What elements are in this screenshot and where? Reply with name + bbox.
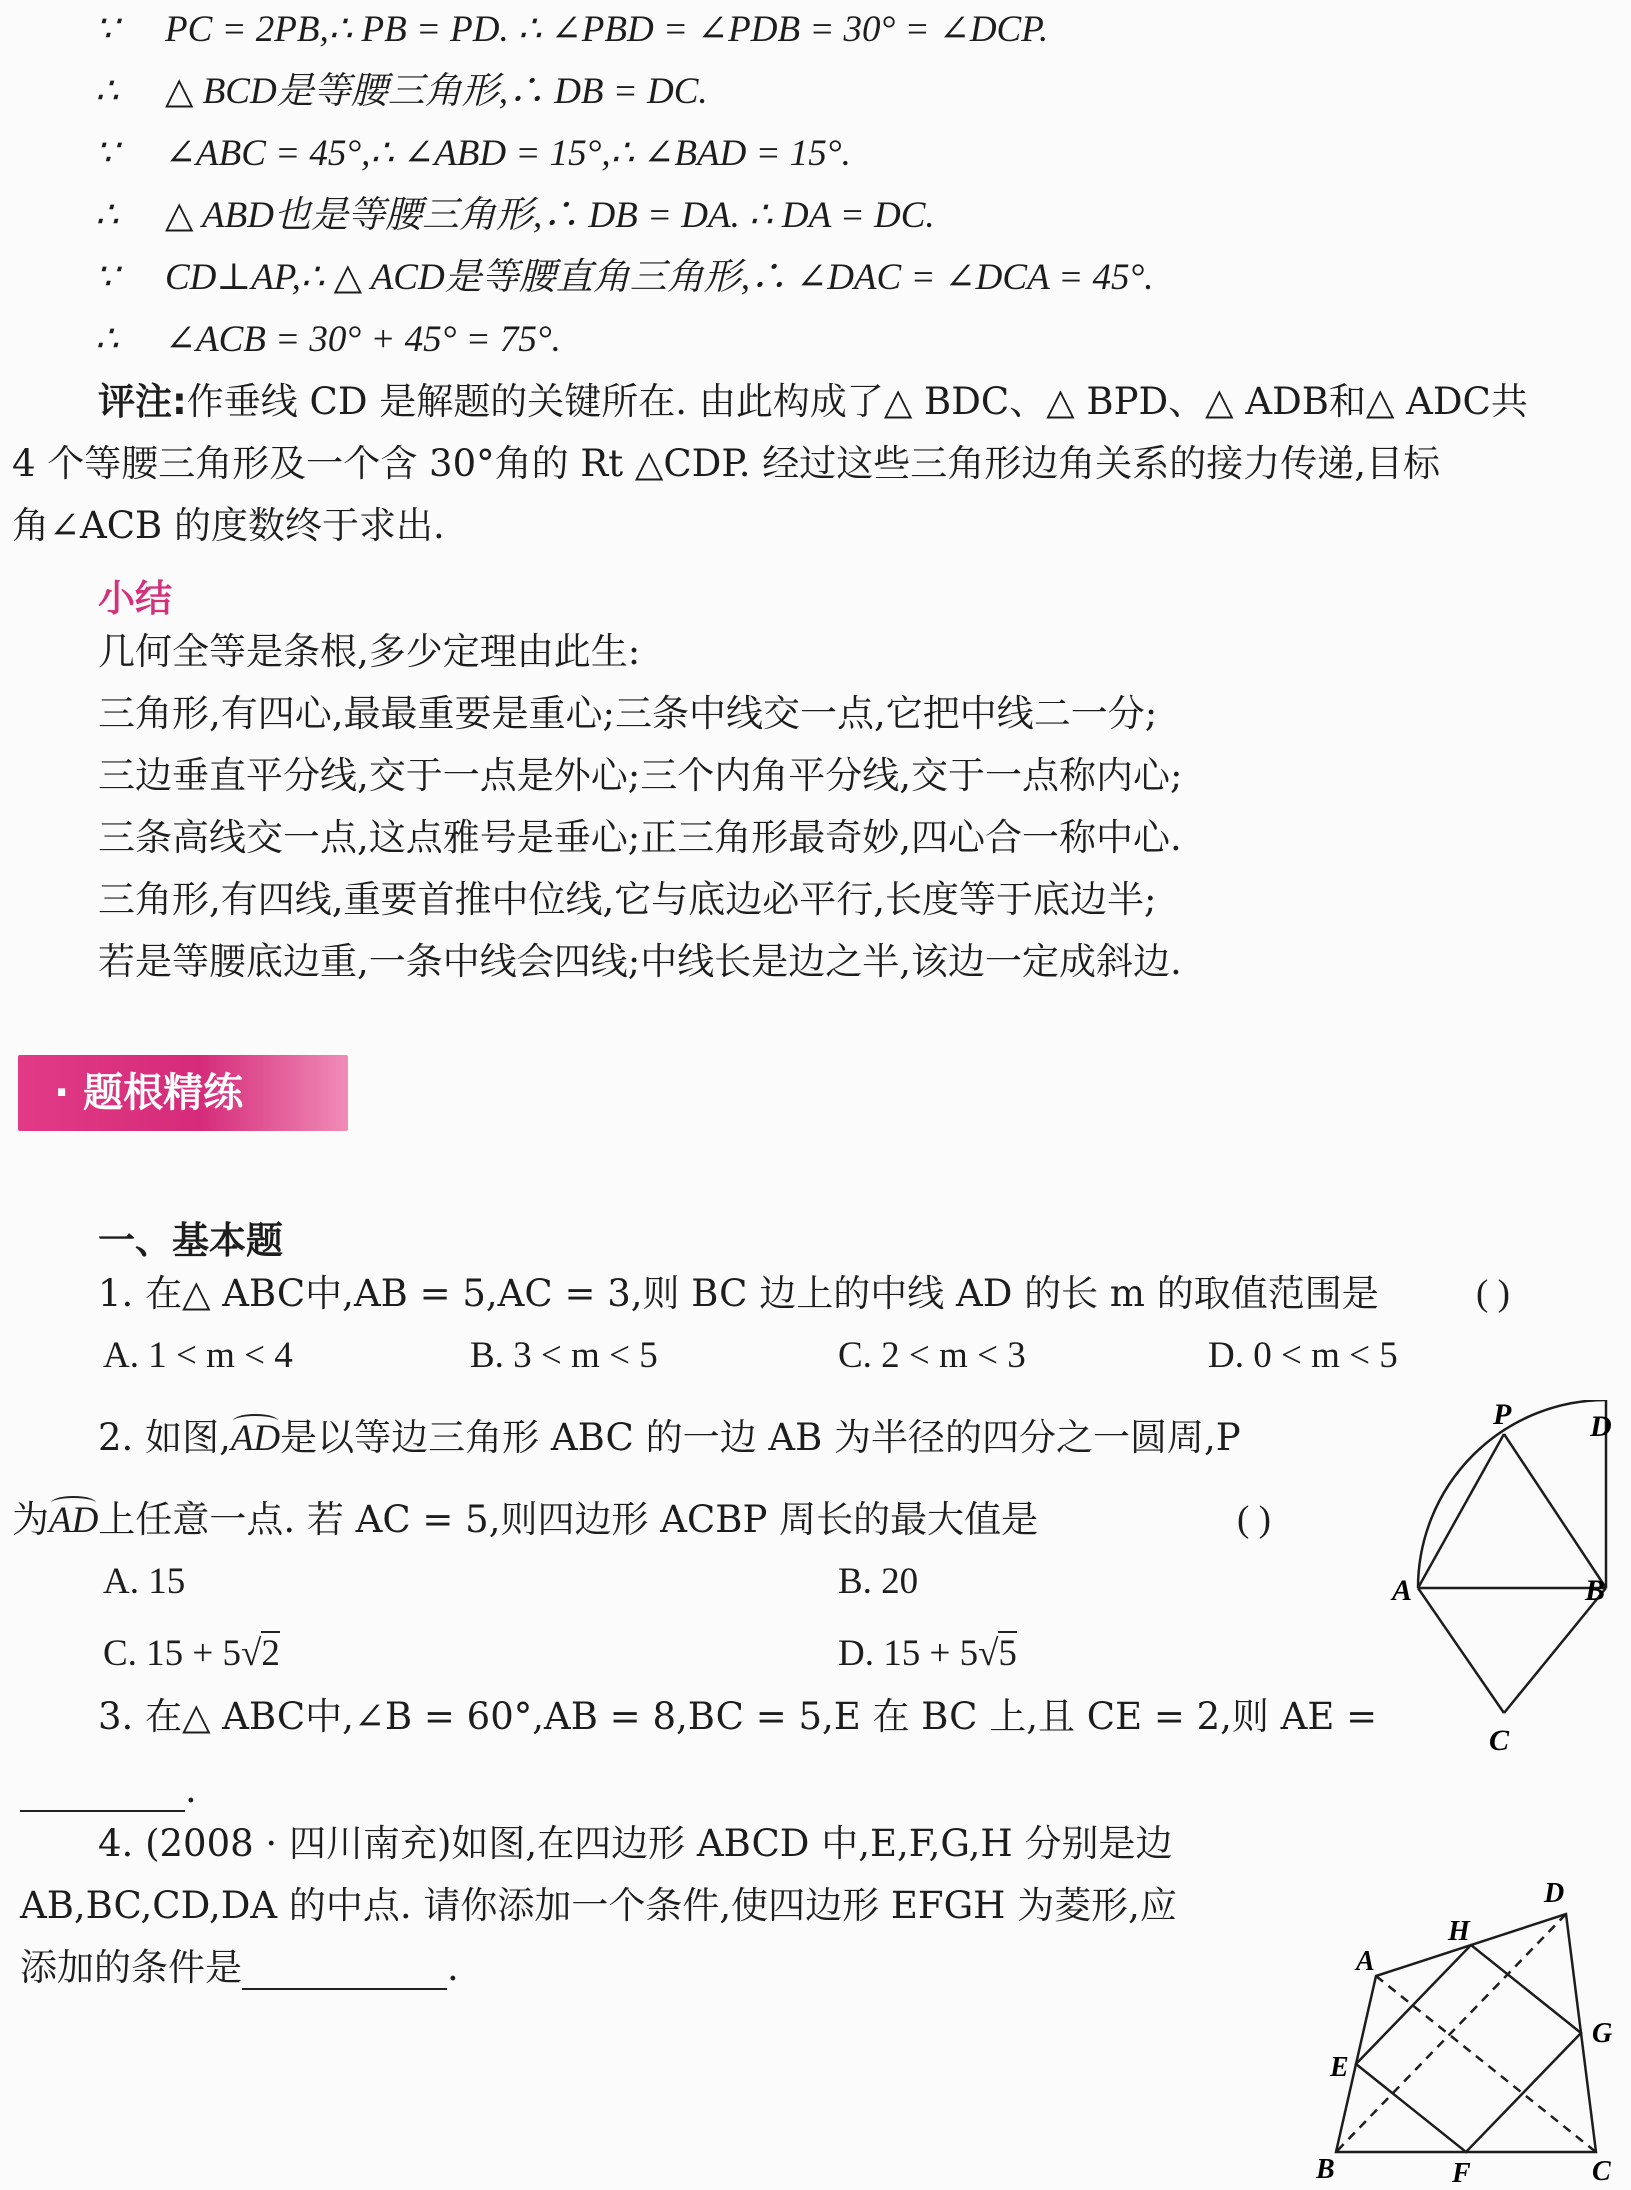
segment-pb: [1504, 1434, 1606, 1588]
q1-option-b: B. 3 < m < 5: [470, 1335, 658, 1376]
q2-line-1a: 2. 如图,: [98, 1416, 231, 1459]
q3-text: 3. 在△ ABC中,∠B = 60°,AB = 8,BC = 5,E 在 BC 上,且 CE = 2,则 AE =: [98, 1695, 1378, 1738]
because-symbol: ∵: [95, 257, 119, 298]
summary-line-5: 三角形,有四线,重要首推中位线,它与底边必平行,长度等于底边半;: [98, 878, 1157, 921]
arc-ad-label-2: [49, 1500, 98, 1541]
label-b: B: [1585, 1574, 1606, 1607]
arc-ad-text-2: AD: [49, 1500, 99, 1541]
q2-option-a: A. 15: [103, 1561, 186, 1602]
q2-option-d: [838, 1632, 1017, 1676]
solution-line-3: [95, 132, 851, 176]
q4-line-3: [20, 1946, 459, 1990]
q2-option-c-text: C. 15 + 5: [103, 1633, 242, 1674]
q1-option-c: C. 2 < m < 3: [838, 1335, 1026, 1376]
segment-ac: [1418, 1588, 1504, 1713]
q1-option-d: D. 0 < m < 5: [1208, 1335, 1398, 1376]
q2-line-2a: 为: [12, 1498, 49, 1541]
q3-end-period: .: [185, 1768, 197, 1811]
arc-mark-icon: [51, 1496, 96, 1510]
note-text-1: 作垂线 CD 是解题的关键所在. 由此构成了△ BDC、△ BPD、△ ADB和△ ADC共: [186, 380, 1528, 423]
solution-text-6: ∠ACB = 30° + 45° = 75°.: [165, 319, 561, 360]
summary-line-6: 若是等腰底边重,一条中线会四线;中线长是边之半,该边一定成斜边.: [98, 940, 1182, 983]
arc-ad-label: [231, 1418, 280, 1459]
note-line-1: [98, 380, 1528, 424]
label-h: H: [1448, 1916, 1470, 1947]
summary-line-4: 三条高线交一点,这点雅号是垂心;正三角形最奇妙,四心合一称中心.: [98, 816, 1182, 859]
q3-blank-line: [20, 1768, 197, 1812]
figure-quadrilateral: [1310, 1870, 1631, 2190]
arc-mark-icon: [233, 1414, 278, 1428]
label-d: D: [1544, 1878, 1565, 1909]
q2-line-1: [98, 1416, 1241, 1461]
sqrt-icon: √: [241, 1633, 262, 1674]
note-line-3: 角∠ACB 的度数终于求出.: [12, 504, 445, 547]
q4-line-1: 4. (2008 · 四川南充)如图,在四边形 ABCD 中,E,F,G,H 分别是边: [98, 1822, 1173, 1865]
solution-line-2: [95, 70, 708, 114]
therefore-symbol: ∴: [95, 319, 119, 360]
summary-line-2: 三角形,有四心,最最重要是重心;三条中线交一点,它把中线二一分;: [98, 692, 1158, 735]
label-g: G: [1592, 2018, 1613, 2049]
arc-ad: [1418, 1400, 1606, 1588]
therefore-symbol: ∴: [95, 71, 119, 112]
label-c: C: [1489, 1724, 1510, 1757]
label-p: P: [1493, 1400, 1512, 1431]
solution-line-5: [95, 256, 1154, 300]
q2-option-d-radicand: 5: [998, 1633, 1017, 1674]
label-b: B: [1316, 2154, 1335, 2185]
summary-line-3: 三边垂直平分线,交于一点是外心;三个内角平分线,交于一点称内心;: [98, 754, 1183, 797]
q2-option-b: B. 20: [838, 1561, 919, 1602]
solution-text-5: CD⊥AP,∴ △ ACD是等腰直角三角形,∴ ∠DAC = ∠DCA = 45°.: [165, 257, 1154, 298]
label-c: C: [1592, 2156, 1611, 2187]
label-e: E: [1330, 2052, 1349, 2083]
label-f: F: [1452, 2158, 1471, 2189]
q4-answer-blank[interactable]: [242, 1952, 447, 1990]
therefore-symbol: ∴: [95, 195, 119, 236]
solution-text-4: △ ABD也是等腰三角形,∴ DB = DA. ∴ DA = DC.: [165, 195, 935, 236]
q1-answer-paren: ( ): [1476, 1273, 1510, 1314]
segment-ap: [1418, 1434, 1504, 1588]
label-d: D: [1590, 1410, 1612, 1443]
diagonal-ac: [1376, 1976, 1596, 2152]
sqrt-icon: √: [978, 1633, 999, 1674]
q3-answer-blank[interactable]: [20, 1774, 185, 1812]
solution-text-3: ∠ABC = 45°,∴ ∠ABD = 15°,∴ ∠BAD = 15°.: [165, 133, 851, 174]
solution-line-1: [95, 8, 1048, 52]
label-a: A: [1356, 1946, 1375, 1977]
note-label: 评注:: [98, 380, 187, 423]
q2-line-2b: 上任意一点. 若 AC = 5,则四边形 ACBP 周长的最大值是: [98, 1498, 1039, 1541]
note-line-2: 4 个等腰三角形及一个含 30°角的 Rt △CDP. 经过这些三角形边角关系的接力传递,目标: [12, 442, 1441, 485]
solution-line-6: [95, 318, 561, 362]
q2-option-c: [103, 1632, 280, 1676]
q4-line-3-text: 添加的条件是: [20, 1946, 242, 1989]
solution-text-1: PC = 2PB,∴ PB = PD. ∴ ∠PBD = ∠PDB = 30° = ∠DCP.: [165, 9, 1049, 50]
q2-line-2: [12, 1498, 1038, 1543]
q4-line-2: AB,BC,CD,DA 的中点. 请你添加一个条件,使四边形 EFGH 为菱形,应: [20, 1884, 1177, 1927]
solution-line-4: [95, 194, 935, 238]
label-a: A: [1392, 1574, 1413, 1607]
arc-ad-text: AD: [230, 1418, 281, 1459]
q2-line-1b: 是以等边三角形 ABC 的一边 AB 为半径的四分之一圆周,P: [280, 1416, 1241, 1459]
solution-text-2: △ BCD是等腰三角形,∴ DB = DC.: [165, 71, 708, 112]
because-symbol: ∵: [95, 133, 119, 174]
summary-title: 小结: [98, 577, 172, 620]
summary-line-1: 几何全等是条根,多少定理由此生:: [98, 630, 641, 673]
q1-option-a: A. 1 < m < 4: [103, 1335, 293, 1376]
section-banner: · 题根精练: [18, 1055, 348, 1131]
q1-text: 1. 在△ ABC中,AB = 5,AC = 3,则 BC 边上的中线 AD 的长 m 的取值范围是: [98, 1272, 1379, 1315]
q2-option-d-text: D. 15 + 5: [838, 1633, 979, 1674]
figure-quarter-circle: [1380, 1400, 1631, 1770]
because-symbol: ∵: [95, 9, 119, 50]
q4-end-period: .: [447, 1946, 459, 1989]
section-heading: 一、基本题: [98, 1219, 283, 1262]
q2-option-c-radicand: 2: [261, 1633, 280, 1674]
q2-answer-paren: ( ): [1237, 1499, 1271, 1540]
